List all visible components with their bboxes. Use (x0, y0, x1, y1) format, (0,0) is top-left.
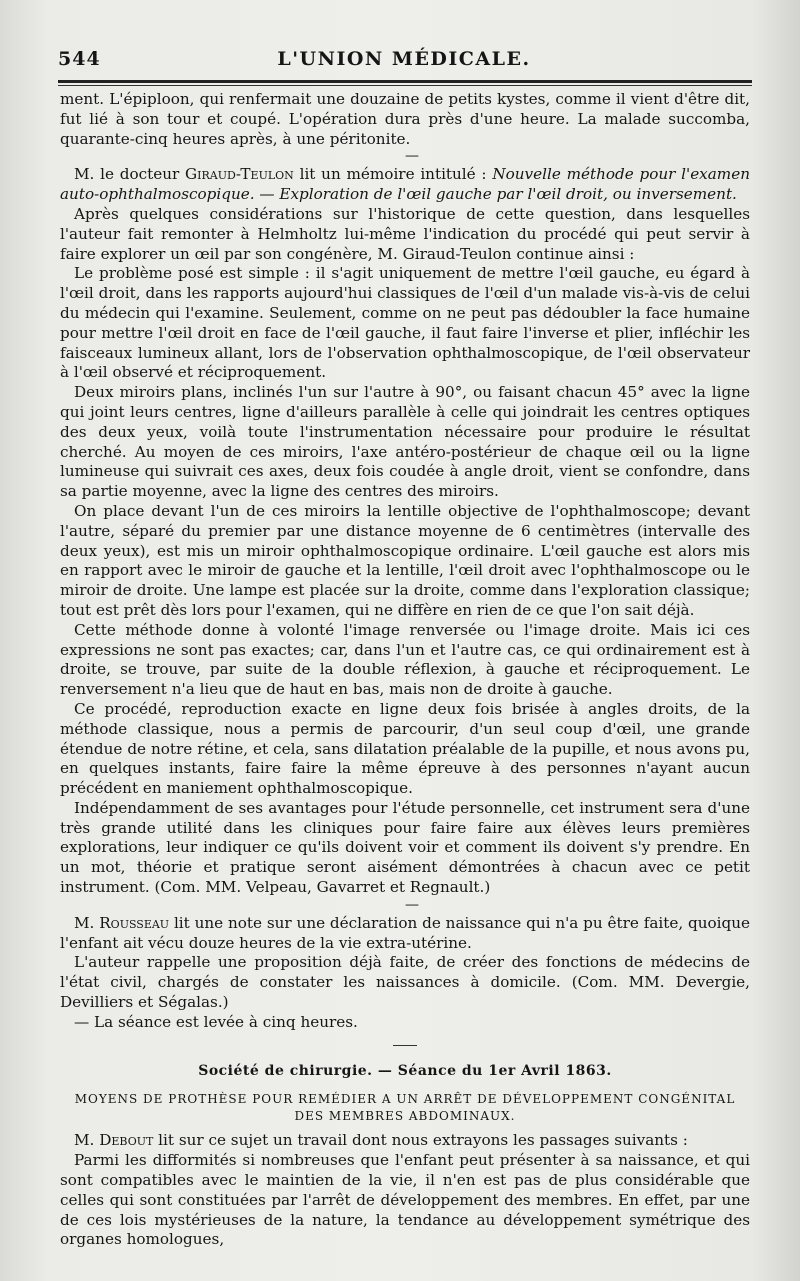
short-rule (393, 1045, 417, 1046)
page-number: 544 (58, 48, 101, 70)
paragraph: Deux miroirs plans, inclinés l'un sur l'autre à 90°, ou faisant chacun 45° avec la ligne qui joint leurs centres, ligne d'ailleurs parallèle à celle qui joindrait les centres optiques des deux yeux, voilà toute l'instrumentation nécessaire pour produire le résultat cherché. Au moyen de ces miroirs, l'axe antéro-postérieur de chaque œil ou la ligne lumineuse qui suivrait ces axes, deux fois coudée à angle droit, vient se confondre, dans sa partie moyenne, avec la ligne des centres des miroirs. (60, 383, 750, 501)
text-run: lit un mémoire intitulé : (293, 165, 493, 184)
page-header (58, 44, 750, 74)
body-text (60, 90, 750, 1250)
text-run: lit sur ce sujet un travail dont nous extrayons les passages suivants : (153, 1131, 688, 1150)
text-run: lit une note sur une déclaration de naissance qui n'a pu être faite, quoique l'enfant ait vécu douze heures de la vie extra-utérine. (60, 913, 750, 952)
spacer (60, 1033, 750, 1045)
author-name: Rousseau (99, 913, 170, 932)
paragraph: Indépendamment de ses avantages pour l'étude personnelle, cet instrument sera d'une très grande utilité dans les cliniques pour faire faire aux élèves leurs premières explorations, leur indiquer ce qu'ils doivent voir et comment ils doivent s'y prendre. En un mot, théorie et pratique seront aisément démontrées à chacun avec ce petit instrument. (Com. MM. Velpeau, Gavarret et Regnault.) (60, 798, 750, 897)
header-rule (58, 80, 752, 86)
paragraph: Parmi les difformités si nombreuses que l'enfant peut présenter à sa naissance, et qui sont compatibles avec le maintien de la vie, il n'en est pas de plus considérable que celles qui sont constituées par l'arrêt de développement des membres. En effet, par une de ces lois mystérieuses de la nature, la tendance au développement symétrique des organes homologues, (60, 1151, 750, 1249)
paragraph: On place devant l'un de ces miroirs la lentille objective de l'ophthalmoscope; devant l'autre, séparé du premier par une distance moyenne de 6 centimètres (intervalle des deux yeux), est mis un miroir ophthalmoscopique ordinaire. L'œil gauche est alors mis en rapport avec le miroir de gauche et la lentille, l'œil droit avec l'ophthalmoscope ou le miroir de droite. Une lampe est placée sur la droite, comme dans l'exploration classique; tout est prêt dès lors pour l'examen, qui ne diffère en rien de ce que l'on sait déjà. (60, 501, 750, 619)
session-title: Société de chirurgie. — Séance du 1er Avril 1863. (198, 1062, 612, 1079)
author-name: Giraud-Teulon (185, 165, 294, 184)
separator-dash: — (405, 896, 419, 913)
text-run: M. (74, 1131, 100, 1150)
paragraph: ment. L'épiploon, qui renfermait une douzaine de petits kystes, comme il vient d'être dit, fut lié à son tour et coupé. L'opération dura près d'une heure. La malade succomba, quarante-cinq heures après, à une péritonite. (60, 90, 750, 148)
running-head: L'UNION MÉDICALE. (277, 48, 531, 70)
paragraph (60, 165, 750, 205)
author-name: Debout (99, 1131, 154, 1150)
paragraph: Le problème posé est simple : il s'agit uniquement de mettre l'œil gauche, eu égard à l'œil droit, dans les rapports aujourd'hui classiques de l'œil d'un malade vis-à-vis de celui du médecin qui l'examine. Seulement, comme on ne peut pas dédoubler la face humaine pour mettre l'œil droit en face de l'œil gauche, il faut faire l'inverse et plier, infléchir les faisceaux lumineux allant, lors de l'observation ophthalmoscopique, de l'œil observateur à l'œil observé et réciproquement. (60, 264, 750, 382)
separator-dash: — (405, 148, 419, 165)
paragraph (60, 1131, 750, 1151)
paragraph: Ce procédé, reproduction exacte en ligne deux fois brisée à angles droits, de la méthode classique, nous a permis de parcourir, d'un seul coup d'œil, une grande étendue de notre rétine, et cela, sans dilatation préalable de la pupille, et nous avons pu, en quelques instants, faire faire la même épreuve à des personnes n'ayant aucun précédent en maniement ophthalmoscopique. (60, 699, 750, 798)
text-run: M. le docteur (74, 165, 186, 184)
paragraph: — La séance est levée à cinq heures. (74, 1012, 358, 1031)
paragraph: L'auteur rappelle une proposition déjà faite, de créer des fonctions de médecins de l'état civil, chargés de constater les naissances à domicile. (Com. MM. Devergie, Devilliers et Ségalas.) (60, 953, 750, 1012)
paragraph: Cette méthode donne à volonté l'image renversée ou l'image droite. Mais ici ces expressions ne sont pas exactes; car, dans l'un et l'autre cas, ce qui ordinairement est à droite, se trouve, par suite de la double réflexion, à gauche et réciproquement. Le renversement n'a lieu que de haut en bas, mais non de droite à gauche. (60, 620, 750, 699)
memoir-title: Nouvelle méthode pour l'examen auto-ophthalmoscopique. — Exploration de l'œil gauche par l'œil droit, ou inversement. (60, 165, 750, 204)
paragraph: Après quelques considérations sur l'historique de cette question, dans lesquelles l'auteur fait remonter à Helmholtz lui-même l'indication du procédé qui peut servir à faire explorer un œil par son congénère, M. Giraud-Teulon continue ainsi : (60, 204, 750, 263)
text-run: M. (74, 913, 100, 932)
subsection-title: MOYENS DE PROTHÈSE POUR REMÉDIER A UN ARRÊT DE DÉVELOPPEMENT CONGÉNITAL DES MEMBRES ABDOMINAUX. (74, 1092, 736, 1124)
paragraph (60, 914, 750, 954)
